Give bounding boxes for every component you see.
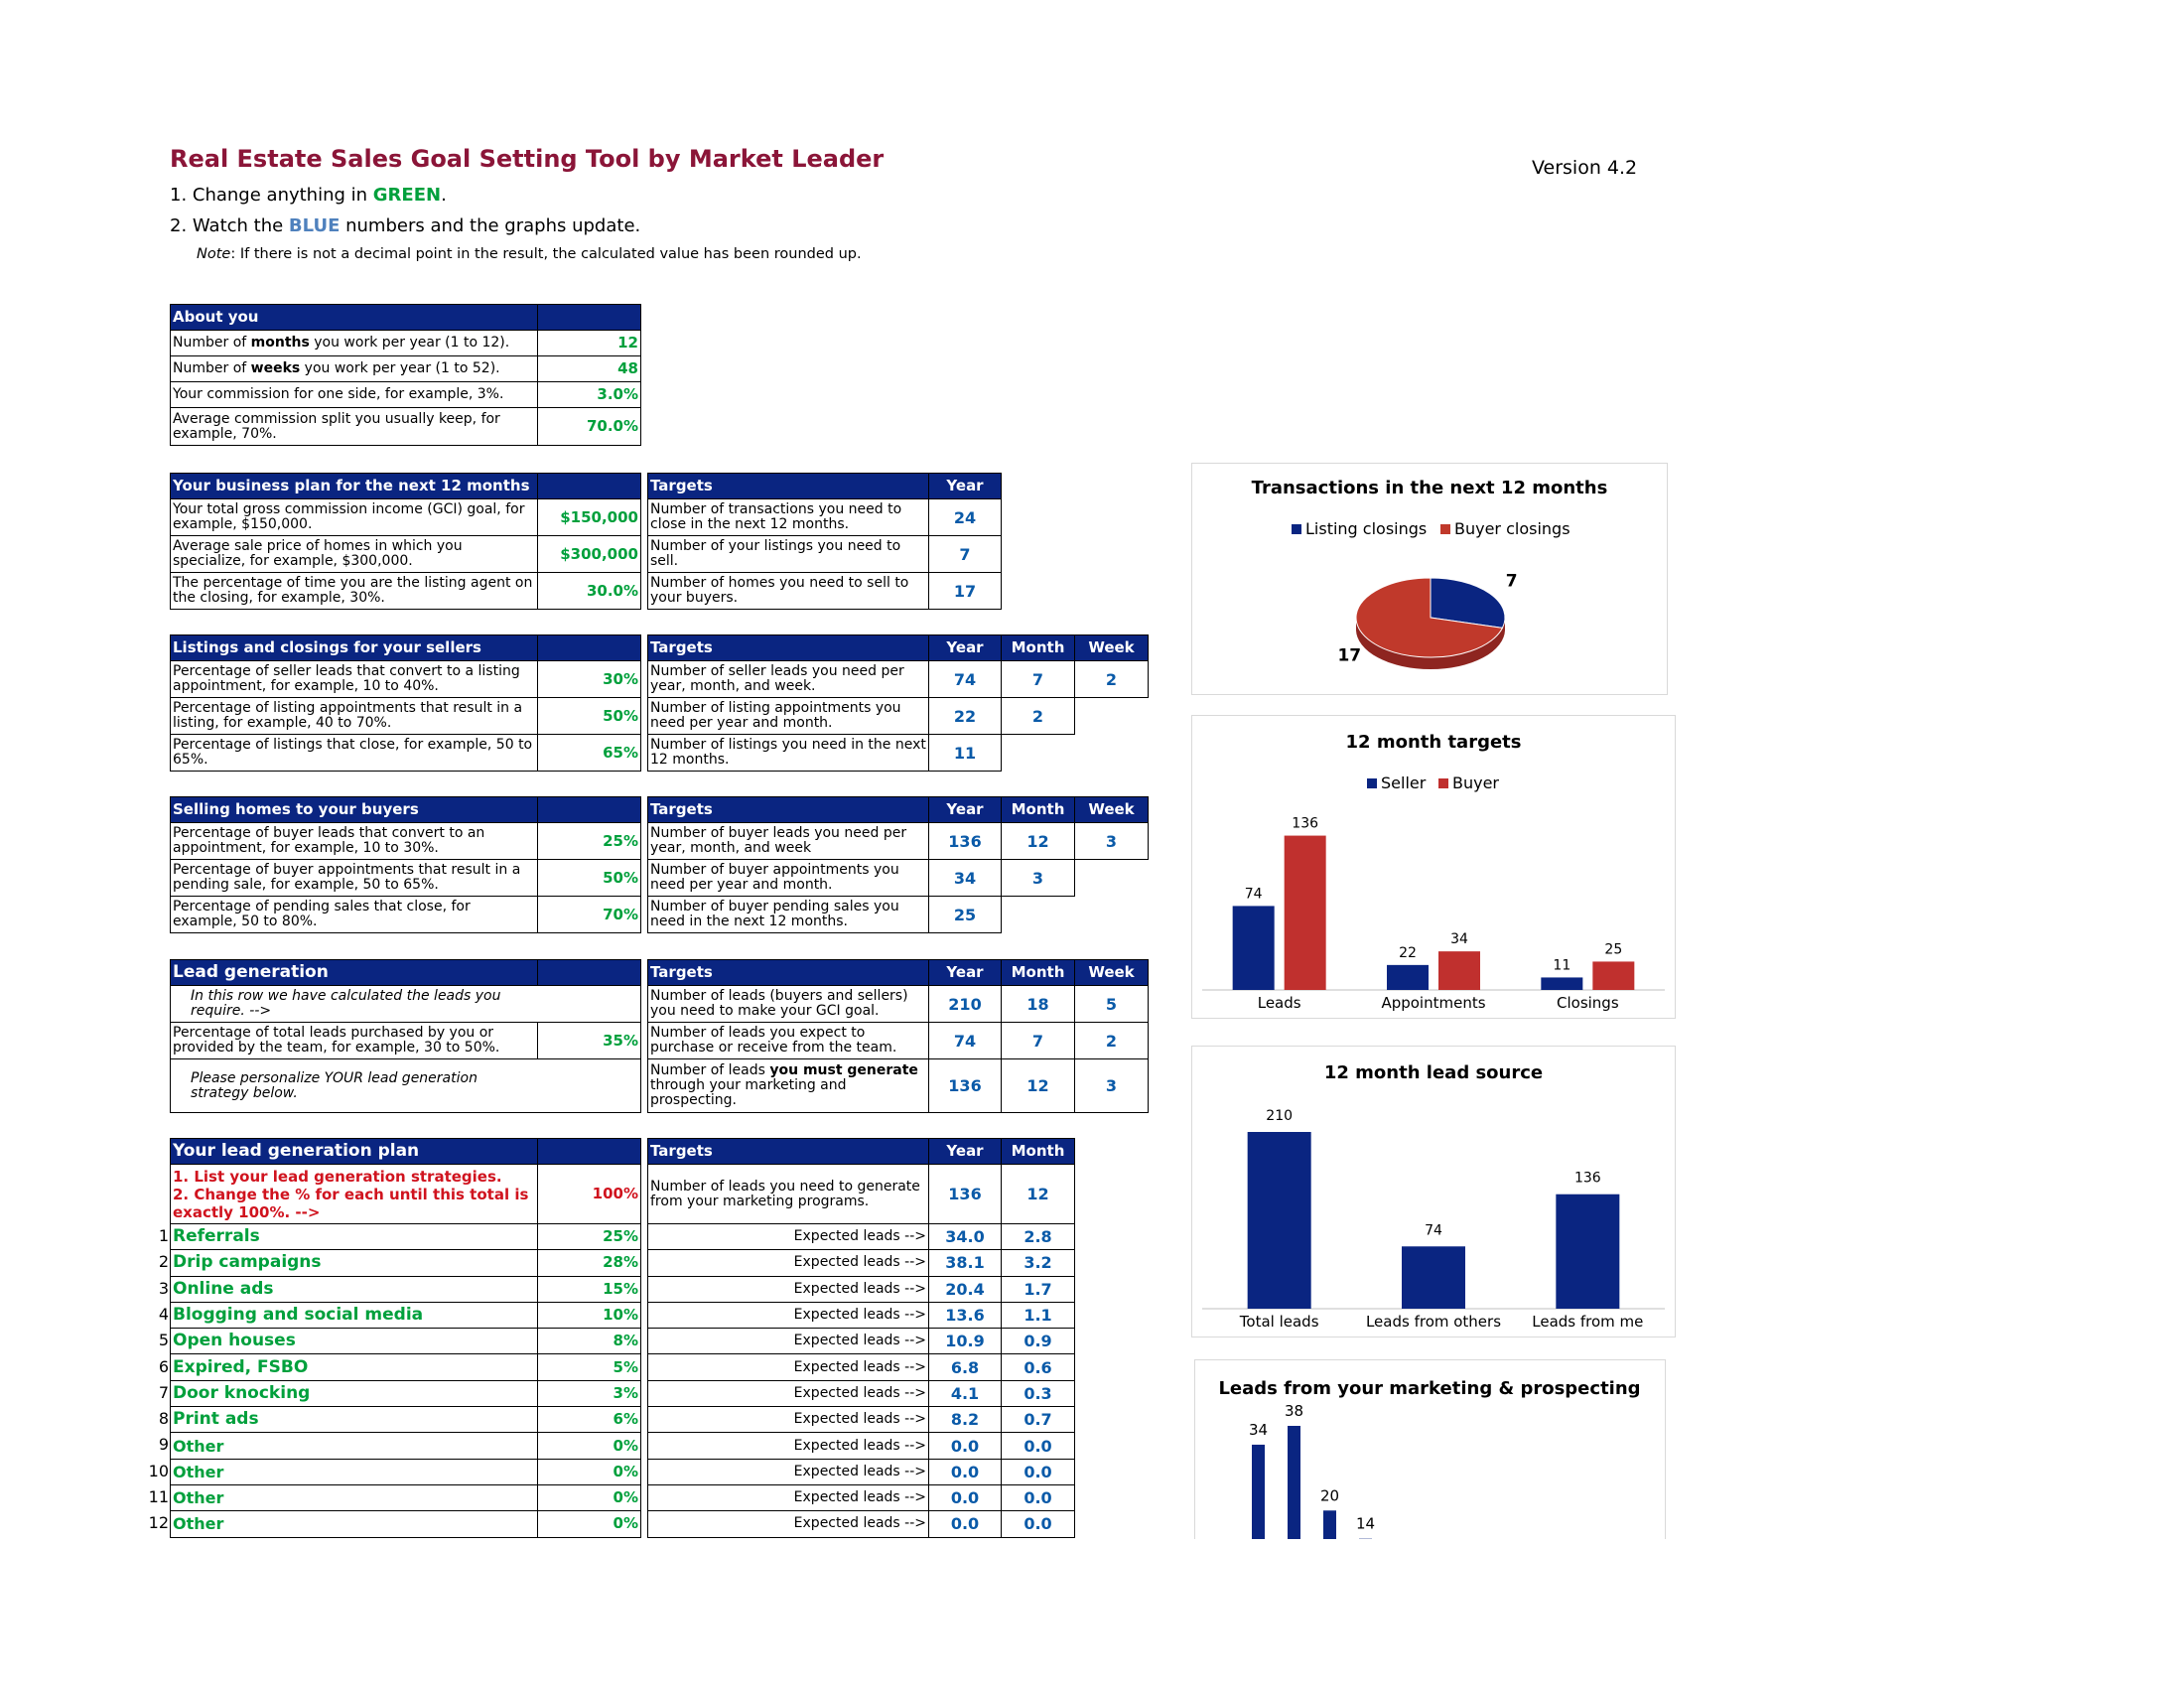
expected-row — [648, 1250, 1075, 1276]
month-header: Month — [1002, 635, 1075, 661]
target-week: 5 — [1075, 986, 1149, 1023]
plan-instructions — [171, 1165, 538, 1224]
about-label — [171, 356, 538, 382]
strategy-pct-input[interactable]: 3% — [538, 1380, 641, 1406]
x-tick-label: Closings — [1557, 994, 1619, 1012]
strategy-pct-input[interactable]: 6% — [538, 1407, 641, 1433]
strategy-row-number: 2 — [158, 1252, 169, 1272]
strategy-row — [171, 1459, 641, 1484]
month-header: Month — [1002, 797, 1075, 823]
empty-cell — [538, 1059, 641, 1113]
price-input[interactable]: $300,000 — [538, 536, 641, 573]
strategy-row — [171, 1354, 641, 1380]
strategy-pct-input[interactable]: 0% — [538, 1484, 641, 1510]
year-header: Year — [929, 960, 1002, 986]
empty-cell — [1002, 897, 1075, 933]
bar — [1387, 965, 1429, 990]
instruction-1-end: . — [441, 185, 447, 206]
strategy-name-input[interactable]: Other — [171, 1433, 538, 1459]
plan-total: 100% — [538, 1165, 641, 1224]
months-input[interactable]: 12 — [538, 331, 641, 356]
expected-month: 0.0 — [1002, 1511, 1075, 1537]
bar — [1288, 1426, 1300, 1539]
bar — [1248, 1132, 1311, 1309]
target-label: Number of transactions you need to close in the next 12 months. — [648, 499, 929, 536]
expected-year: 4.1 — [929, 1380, 1002, 1406]
target-year: 25 — [929, 897, 1002, 933]
expected-month: 2.8 — [1002, 1224, 1075, 1250]
target-year: 210 — [929, 986, 1002, 1023]
bar-data-label: 74 — [1425, 1222, 1442, 1239]
chart-title: Transactions in the next 12 months — [1251, 478, 1608, 498]
expected-year: 38.1 — [929, 1250, 1002, 1276]
sellers-table — [170, 634, 641, 772]
plan-instruction-2: 2. Change the % for each until this total is exactly 100%. --> — [173, 1185, 529, 1221]
about-label: Your commission for one side, for example, 3%. — [171, 382, 538, 408]
listing-pct-input[interactable]: 30.0% — [538, 573, 641, 610]
strategy-name-input[interactable]: Expired, FSBO — [171, 1354, 538, 1380]
about-label-text: you work per year (1 to 12). — [309, 335, 510, 351]
expected-year: 0.0 — [929, 1433, 1002, 1459]
expected-year: 0.0 — [929, 1511, 1002, 1537]
strategy-row-number: 6 — [158, 1356, 169, 1376]
target-year: 136 — [929, 1059, 1002, 1113]
chart-title: Leads from your marketing & prospecting — [1218, 1378, 1641, 1399]
expected-year: 6.8 — [929, 1354, 1002, 1380]
strategy-pct-input[interactable]: 5% — [538, 1354, 641, 1380]
sellers-label: Percentage of listing appointments that result in a listing, for example, 40 to 70%. — [171, 698, 538, 735]
sellers-header-blank — [538, 635, 641, 661]
strategy-row-number: 7 — [158, 1382, 169, 1402]
business-targets — [647, 473, 1002, 610]
strategy-row — [171, 1302, 641, 1328]
commission-input[interactable]: 3.0% — [538, 382, 641, 408]
year-header: Year — [929, 474, 1002, 499]
expected-label: Expected leads --> — [648, 1329, 929, 1354]
chart-targets — [1191, 715, 1676, 1019]
pie-data-label: 17 — [1337, 645, 1362, 666]
strategy-row-number: 3 — [158, 1278, 169, 1298]
year-header: Year — [929, 797, 1002, 823]
chart-title: 12 month lead source — [1323, 1062, 1544, 1083]
target-year: 34 — [929, 860, 1002, 897]
strategy-pct-input[interactable]: 8% — [538, 1329, 641, 1354]
buyers-header: Selling homes to your buyers — [171, 797, 538, 823]
expected-row — [648, 1511, 1075, 1537]
expected-label: Expected leads --> — [648, 1433, 929, 1459]
strategy-row-number: 8 — [158, 1409, 169, 1429]
target-label: Number of listing appointments you need per year and month. — [648, 698, 929, 735]
bar-data-label: 25 — [1604, 941, 1623, 958]
strategy-row-number: 12 — [148, 1513, 169, 1533]
strategy-pct-input[interactable]: 15% — [538, 1276, 641, 1302]
expected-row — [648, 1433, 1075, 1459]
buyers-label: Percentage of buyer appointments that result in a pending sale, for example, 50 to 65%. — [171, 860, 538, 897]
expected-row — [648, 1302, 1075, 1328]
expected-label: Expected leads --> — [648, 1484, 929, 1510]
strategy-row-number: 5 — [158, 1331, 169, 1350]
expected-row — [648, 1484, 1075, 1510]
instruction-2 — [170, 215, 640, 236]
expected-month: 0.7 — [1002, 1407, 1075, 1433]
target-label: Number of listings you need in the next 12 months. — [648, 735, 929, 772]
chart-lead-source — [1191, 1046, 1676, 1337]
chart-title: 12 month targets — [1345, 732, 1522, 753]
strategy-name-input[interactable]: Referrals — [171, 1224, 538, 1250]
strategy-pct-input[interactable]: 0% — [538, 1459, 641, 1484]
strategy-row — [171, 1433, 641, 1459]
buyer-convert-input[interactable]: 25% — [538, 823, 641, 860]
empty-cell — [1075, 897, 1149, 933]
target-label: Number of seller leads you need per year, month, and week. — [648, 661, 929, 698]
strategy-row — [171, 1380, 641, 1406]
expected-year: 0.0 — [929, 1459, 1002, 1484]
expected-row — [648, 1329, 1075, 1354]
strategy-pct-input[interactable]: 10% — [538, 1302, 641, 1328]
x-tick-label: Total leads — [1239, 1313, 1319, 1331]
bar — [1438, 951, 1480, 990]
bar-data-label: 136 — [1573, 1170, 1601, 1187]
about-label — [171, 331, 538, 356]
expected-year: 0.0 — [929, 1484, 1002, 1510]
empty-cell — [1075, 860, 1149, 897]
expected-label: Expected leads --> — [648, 1302, 929, 1328]
expected-month: 0.9 — [1002, 1329, 1075, 1354]
target-week: 2 — [1075, 1023, 1149, 1059]
business-label: The percentage of time you are the listing agent on the closing, for example, 30%. — [171, 573, 538, 610]
target-month: 2 — [1002, 698, 1075, 735]
targets-header: Targets — [648, 797, 929, 823]
marketing-chart-svg — [1195, 1360, 1665, 1539]
expected-row — [648, 1354, 1075, 1380]
x-tick-label: Appointments — [1381, 994, 1486, 1012]
version-label: Version 4.2 — [1532, 157, 1638, 179]
expected-year: 10.9 — [929, 1329, 1002, 1354]
target-label — [648, 1059, 929, 1113]
sellers-header: Listings and closings for your sellers — [171, 635, 538, 661]
strategy-row-number: 10 — [148, 1461, 169, 1480]
bar-data-label: 136 — [1292, 815, 1319, 832]
business-table — [170, 473, 641, 610]
note-label: Note — [197, 246, 231, 262]
targets-header: Targets — [648, 1139, 929, 1165]
bar — [1285, 836, 1326, 990]
week-header: Week — [1075, 635, 1149, 661]
expected-month: 0.0 — [1002, 1459, 1075, 1484]
target-year: 11 — [929, 735, 1002, 772]
target-year: 74 — [929, 661, 1002, 698]
bar — [1252, 1445, 1265, 1539]
buyers-table — [170, 796, 641, 933]
chart-marketing — [1194, 1359, 1666, 1539]
leadgen-note: In this row we have calculated the leads you require. --> — [171, 986, 538, 1023]
expected-month: 0.0 — [1002, 1433, 1075, 1459]
target-year: 17 — [929, 573, 1002, 610]
about-label: Average commission split you usually keep, for example, 70%. — [171, 408, 538, 446]
target-year: 24 — [929, 499, 1002, 536]
about-label-text: Number of — [173, 335, 251, 351]
expected-label: Expected leads --> — [648, 1276, 929, 1302]
expected-month: 1.7 — [1002, 1276, 1075, 1302]
note — [197, 246, 862, 262]
expected-month: 0.6 — [1002, 1354, 1075, 1380]
bar-data-label: 20 — [1319, 1486, 1340, 1505]
plan-targets — [647, 1138, 1075, 1538]
week-header: Week — [1075, 797, 1149, 823]
chart-transactions — [1191, 463, 1668, 695]
target-label-text: through your marketing and prospecting. — [650, 1077, 847, 1108]
business-label: Your total gross commission income (GCI) goal, for example, $150,000. — [171, 499, 538, 536]
strategy-name-input[interactable]: Other — [171, 1459, 538, 1484]
leadgen-note: Please personalize YOUR lead generation strategy below. — [171, 1059, 538, 1113]
target-week: 2 — [1075, 661, 1149, 698]
legend-label: Listing closings — [1305, 519, 1428, 538]
strategy-name-input[interactable]: Door knocking — [171, 1380, 538, 1406]
target-label-text: Number of leads — [650, 1062, 770, 1078]
target-label: Number of homes you need to sell to your buyers. — [648, 573, 929, 610]
target-label: Number of buyer pending sales you need in the next 12 months. — [648, 897, 929, 933]
empty-cell — [1002, 735, 1075, 772]
sellers-label: Percentage of listings that close, for example, 50 to 65%. — [171, 735, 538, 772]
expected-month: 3.2 — [1002, 1250, 1075, 1276]
weeks-input[interactable]: 48 — [538, 356, 641, 382]
split-input[interactable]: 70.0% — [538, 408, 641, 446]
purchased-pct-input[interactable]: 35% — [538, 1023, 641, 1059]
strategy-row — [171, 1276, 641, 1302]
leadgen-table — [170, 959, 641, 1113]
target-year: 22 — [929, 698, 1002, 735]
strategy-name-input[interactable]: Blogging and social media — [171, 1302, 538, 1328]
strategy-pct-input[interactable]: 0% — [538, 1433, 641, 1459]
seller-convert-input[interactable]: 30% — [538, 661, 641, 698]
about-label-text: Number of — [173, 360, 251, 376]
bar-data-label: 22 — [1399, 944, 1417, 961]
leadgen-label: Percentage of total leads purchased by you or provided by the team, for example, 30 to 50%. — [171, 1023, 538, 1059]
x-tick-label: Leads from others — [1365, 1313, 1502, 1331]
expected-label: Expected leads --> — [648, 1380, 929, 1406]
bar — [1592, 961, 1634, 990]
targets-header: Targets — [648, 960, 929, 986]
strategy-row-number: 1 — [158, 1226, 169, 1245]
listing-close-input[interactable]: 65% — [538, 735, 641, 772]
target-month: 7 — [1002, 1023, 1075, 1059]
targets-header: Targets — [648, 635, 929, 661]
targets-chart-svg — [1192, 716, 1675, 1018]
strategy-name-input[interactable]: Online ads — [171, 1276, 538, 1302]
target-label: Number of buyer appointments you need per year and month. — [648, 860, 929, 897]
expected-row — [648, 1407, 1075, 1433]
strategy-pct-input[interactable]: 25% — [538, 1224, 641, 1250]
page-title: Real Estate Sales Goal Setting Tool by Market Leader — [170, 145, 885, 173]
leadgen-targets — [647, 959, 1149, 1113]
bar-data-label: 34 — [1450, 931, 1468, 948]
target-week: 3 — [1075, 823, 1149, 860]
expected-row — [648, 1276, 1075, 1302]
buyer-appt-input[interactable]: 50% — [538, 860, 641, 897]
target-year: 7 — [929, 536, 1002, 573]
strategy-name-input[interactable]: Other — [171, 1484, 538, 1510]
strategy-row-number: 11 — [148, 1487, 169, 1506]
bar — [1556, 1195, 1619, 1309]
strategy-name-input[interactable]: Open houses — [171, 1329, 538, 1354]
instruction-1 — [170, 185, 447, 206]
business-label: Average sale price of homes in which you specialize, for example, $300,000. — [171, 536, 538, 573]
buyers-label: Percentage of pending sales that close, for example, 50 to 80%. — [171, 897, 538, 933]
instruction-1-text: 1. Change anything in — [170, 185, 373, 206]
strategy-name-input[interactable]: Drip campaigns — [171, 1250, 538, 1276]
bar-data-label: 210 — [1266, 1108, 1294, 1124]
bar-data-label: 14 — [1355, 1514, 1376, 1533]
buyers-targets — [647, 796, 1149, 933]
expected-label: Expected leads --> — [648, 1250, 929, 1276]
expected-month: 0.0 — [1002, 1484, 1075, 1510]
leadgen-header: Lead generation — [171, 960, 538, 986]
plan-header: Your lead generation plan — [171, 1139, 538, 1165]
about-label-bold: months — [250, 335, 310, 351]
strategy-pct-input[interactable]: 28% — [538, 1250, 641, 1276]
target-label-bold: you must generate — [769, 1062, 918, 1078]
business-header-blank — [538, 474, 641, 499]
strategy-row — [171, 1329, 641, 1354]
about-label-bold: weeks — [250, 360, 301, 376]
buyers-label: Percentage of buyer leads that convert to an appointment, for example, 10 to 30%. — [171, 823, 538, 860]
target-week: 3 — [1075, 1059, 1149, 1113]
empty-cell — [1075, 698, 1149, 735]
legend-swatch — [1440, 524, 1450, 534]
legend-label: Seller — [1381, 774, 1427, 792]
plan-instruction-1: 1. List your lead generation strategies. — [173, 1167, 502, 1186]
expected-row — [648, 1380, 1075, 1406]
bar-data-label: 11 — [1553, 957, 1571, 974]
bar — [1323, 1510, 1336, 1539]
bar-data-label: 34 — [1248, 1420, 1269, 1439]
about-header: About you — [171, 305, 538, 331]
year-header: Year — [929, 1139, 1002, 1165]
target-month: 12 — [1002, 1059, 1075, 1113]
expected-label: Expected leads --> — [648, 1407, 929, 1433]
buyers-header-blank — [538, 797, 641, 823]
expected-label: Expected leads --> — [648, 1354, 929, 1380]
pie-chart-svg — [1192, 464, 1667, 694]
expected-month: 0.3 — [1002, 1380, 1075, 1406]
target-label: Number of leads you need to generate from your marketing programs. — [648, 1165, 929, 1224]
bar-data-label: 74 — [1244, 886, 1263, 903]
sellers-targets — [647, 634, 1149, 772]
target-year: 136 — [929, 823, 1002, 860]
strategy-name-input[interactable]: Print ads — [171, 1407, 538, 1433]
target-year: 74 — [929, 1023, 1002, 1059]
target-month: 18 — [1002, 986, 1075, 1023]
expected-year: 20.4 — [929, 1276, 1002, 1302]
strategy-row — [171, 1250, 641, 1276]
note-text: : If there is not a decimal point in the result, the calculated value has been rounded up. — [230, 246, 862, 262]
strategy-row — [171, 1407, 641, 1433]
empty-cell — [538, 986, 641, 1023]
bar — [1233, 906, 1275, 990]
expected-row — [648, 1224, 1075, 1250]
strategy-row-number: 4 — [158, 1304, 169, 1324]
about-label-text: you work per year (1 to 52). — [300, 360, 500, 376]
sellers-label: Percentage of seller leads that convert to a listing appointment, for example, 10 to 40%. — [171, 661, 538, 698]
legend-swatch — [1292, 524, 1301, 534]
week-header: Week — [1075, 960, 1149, 986]
expected-year: 34.0 — [929, 1224, 1002, 1250]
expected-label: Expected leads --> — [648, 1224, 929, 1250]
strategy-pct-input[interactable]: 0% — [538, 1511, 641, 1537]
leadgen-header-blank — [538, 960, 641, 986]
target-month: 12 — [1002, 1165, 1075, 1224]
strategy-row-number: 9 — [158, 1435, 169, 1455]
legend-swatch — [1367, 778, 1377, 788]
target-month: 3 — [1002, 860, 1075, 897]
instruction-2-blue: BLUE — [288, 215, 341, 236]
x-tick-label: Leads from me — [1532, 1313, 1644, 1331]
pie-data-label: 7 — [1505, 571, 1518, 592]
buyer-close-input[interactable]: 70% — [538, 897, 641, 933]
legend-label: Buyer — [1452, 774, 1500, 792]
strategy-row — [171, 1484, 641, 1510]
strategy-row — [171, 1511, 641, 1537]
about-table — [170, 304, 641, 446]
target-label: Number of leads you expect to purchase or receive from the team. — [648, 1023, 929, 1059]
instruction-2-text: 2. Watch the — [170, 215, 289, 236]
gci-input[interactable]: $150,000 — [538, 499, 641, 536]
strategy-name-input[interactable]: Other — [171, 1511, 538, 1537]
target-month: 7 — [1002, 661, 1075, 698]
expected-label: Expected leads --> — [648, 1511, 929, 1537]
target-year: 136 — [929, 1165, 1002, 1224]
lead-source-chart-svg — [1192, 1047, 1675, 1336]
business-header: Your business plan for the next 12 months — [171, 474, 538, 499]
bar-data-label: 38 — [1284, 1402, 1304, 1420]
expected-year: 8.2 — [929, 1407, 1002, 1433]
instruction-1-green: GREEN — [372, 185, 442, 206]
expected-year: 13.6 — [929, 1302, 1002, 1328]
legend-swatch — [1438, 778, 1448, 788]
x-tick-label: Leads — [1257, 994, 1301, 1012]
strategy-row — [171, 1224, 641, 1250]
month-header: Month — [1002, 960, 1075, 986]
expected-label: Expected leads --> — [648, 1459, 929, 1484]
bar — [1402, 1246, 1465, 1309]
listing-appt-input[interactable]: 50% — [538, 698, 641, 735]
target-month: 12 — [1002, 823, 1075, 860]
plan-header-blank — [538, 1139, 641, 1165]
legend-label: Buyer closings — [1454, 519, 1570, 538]
plan-table — [170, 1138, 641, 1538]
targets-header: Targets — [648, 474, 929, 499]
expected-month: 1.1 — [1002, 1302, 1075, 1328]
target-label: Number of buyer leads you need per year, month, and week — [648, 823, 929, 860]
target-label: Number of your listings you need to sell. — [648, 536, 929, 573]
year-header: Year — [929, 635, 1002, 661]
target-label: Number of leads (buyers and sellers) you need to make your GCI goal. — [648, 986, 929, 1023]
bar — [1541, 977, 1582, 990]
instruction-2-end: numbers and the graphs update. — [340, 215, 641, 236]
expected-row — [648, 1459, 1075, 1484]
empty-cell — [1075, 735, 1149, 772]
month-header: Month — [1002, 1139, 1075, 1165]
about-header-blank — [538, 305, 641, 331]
